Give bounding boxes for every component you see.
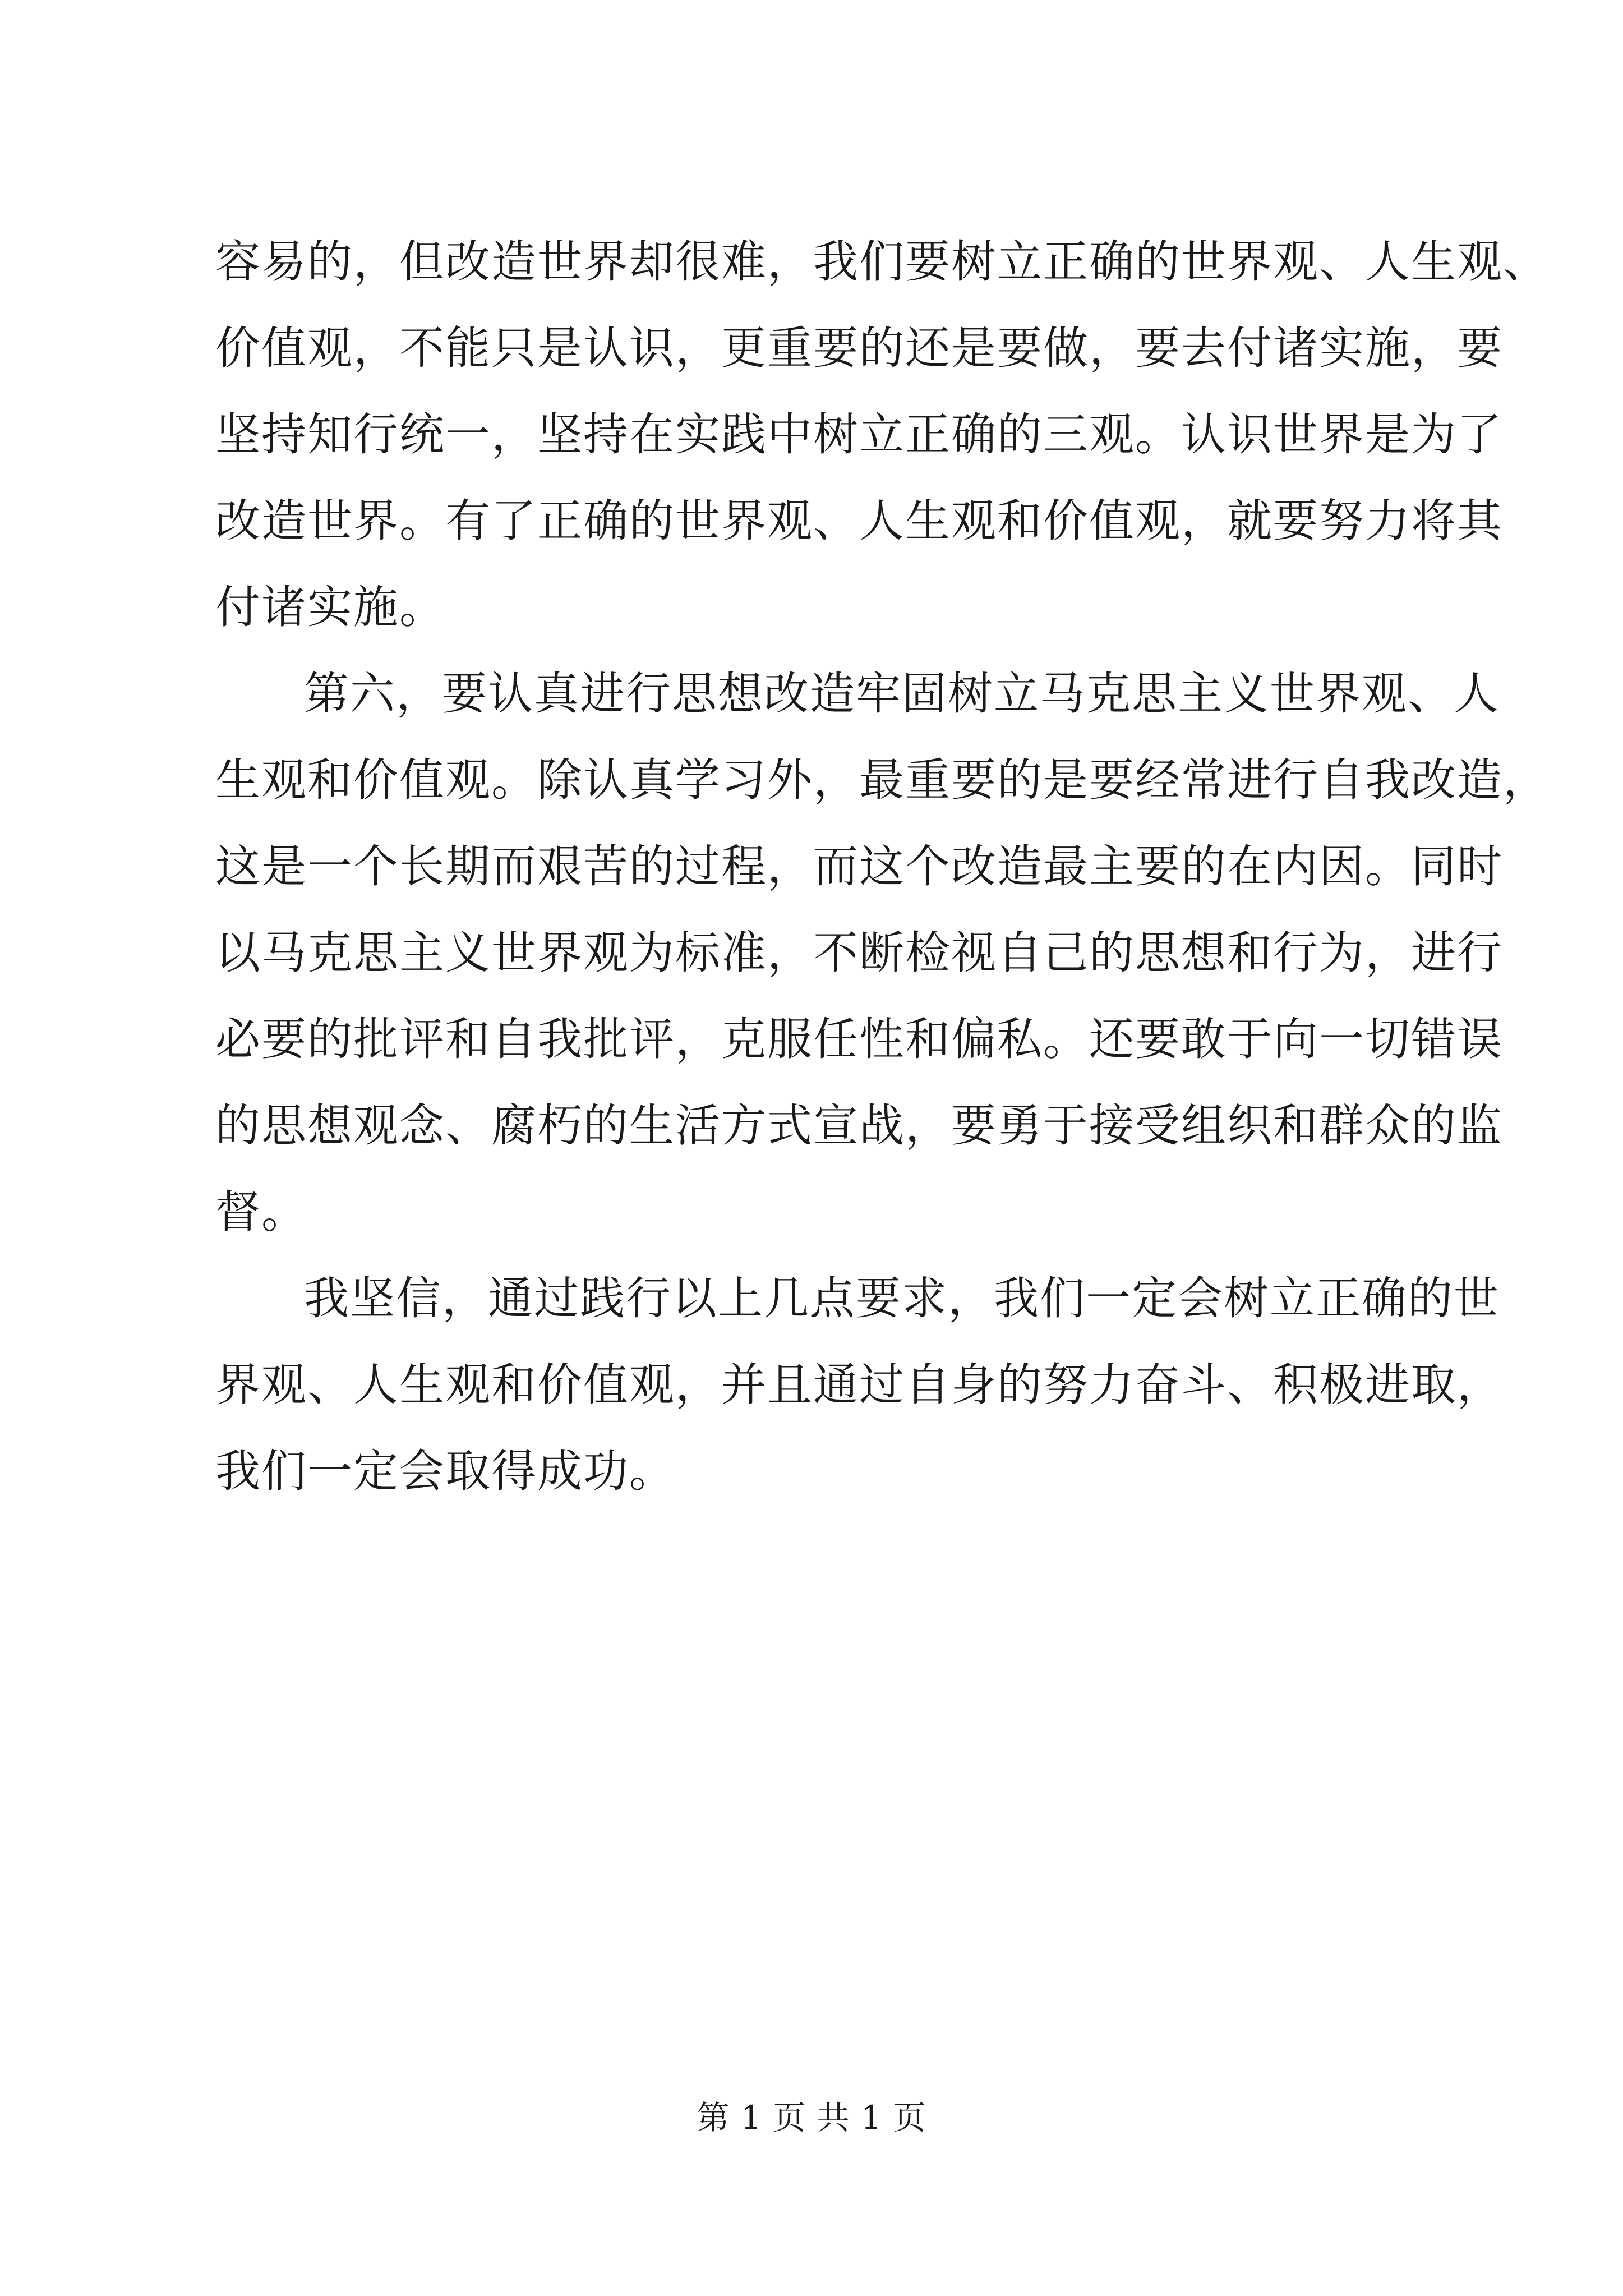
text-line: 生观和价值观。除认真学习外，最重要的是要经常进行自我改造， — [215, 754, 1549, 806]
paragraph-1 — [215, 219, 1549, 651]
text-line: 第六，要认真进行思想改造牢固树立马克思主义世界观、人 — [304, 668, 1500, 720]
text-line: 界观、人生观和价值观，并且通过自身的努力奋斗、积极进取， — [215, 1359, 1503, 1411]
text-line: 的思想观念、腐朽的生活方式宣战，要勇于接受组织和群众的监 — [215, 1099, 1503, 1152]
document-body — [215, 219, 1549, 1515]
text-line: 督。 — [215, 1186, 307, 1238]
page-number-footer: 第 1 页 共 1 页 — [697, 2099, 926, 2137]
text-line: 这是一个长期而艰苦的过程，而这个改造最主要的在内因。同时 — [215, 840, 1503, 892]
text-line: 以马克思主义世界观为标准，不断检视自己的思想和行为，进行 — [215, 927, 1503, 979]
paragraph-2 — [215, 651, 1549, 1255]
text-line: 必要的批评和自我批评，克服任性和偏私。还要敢于向一切错误 — [215, 1013, 1503, 1065]
text-line: 容易的，但改造世界却很难，我们要树立正确的世界观、人生观、 — [215, 236, 1549, 288]
text-line: 价值观，不能只是认识，更重要的还是要做，要去付诸实施，要 — [215, 322, 1503, 374]
text-line: 改造世界。有了正确的世界观、人生观和价值观，就要努力将其 — [215, 495, 1503, 547]
text-line: 我们一定会取得成功。 — [215, 1445, 675, 1497]
text-line: 我坚信，通过践行以上几点要求，我们一定会树立正确的世 — [304, 1272, 1500, 1324]
paragraph-3 — [215, 1255, 1503, 1515]
text-line: 坚持知行统一，坚持在实践中树立正确的三观。认识世界是为了 — [215, 408, 1503, 461]
text-line: 付诸实施。 — [215, 581, 445, 633]
